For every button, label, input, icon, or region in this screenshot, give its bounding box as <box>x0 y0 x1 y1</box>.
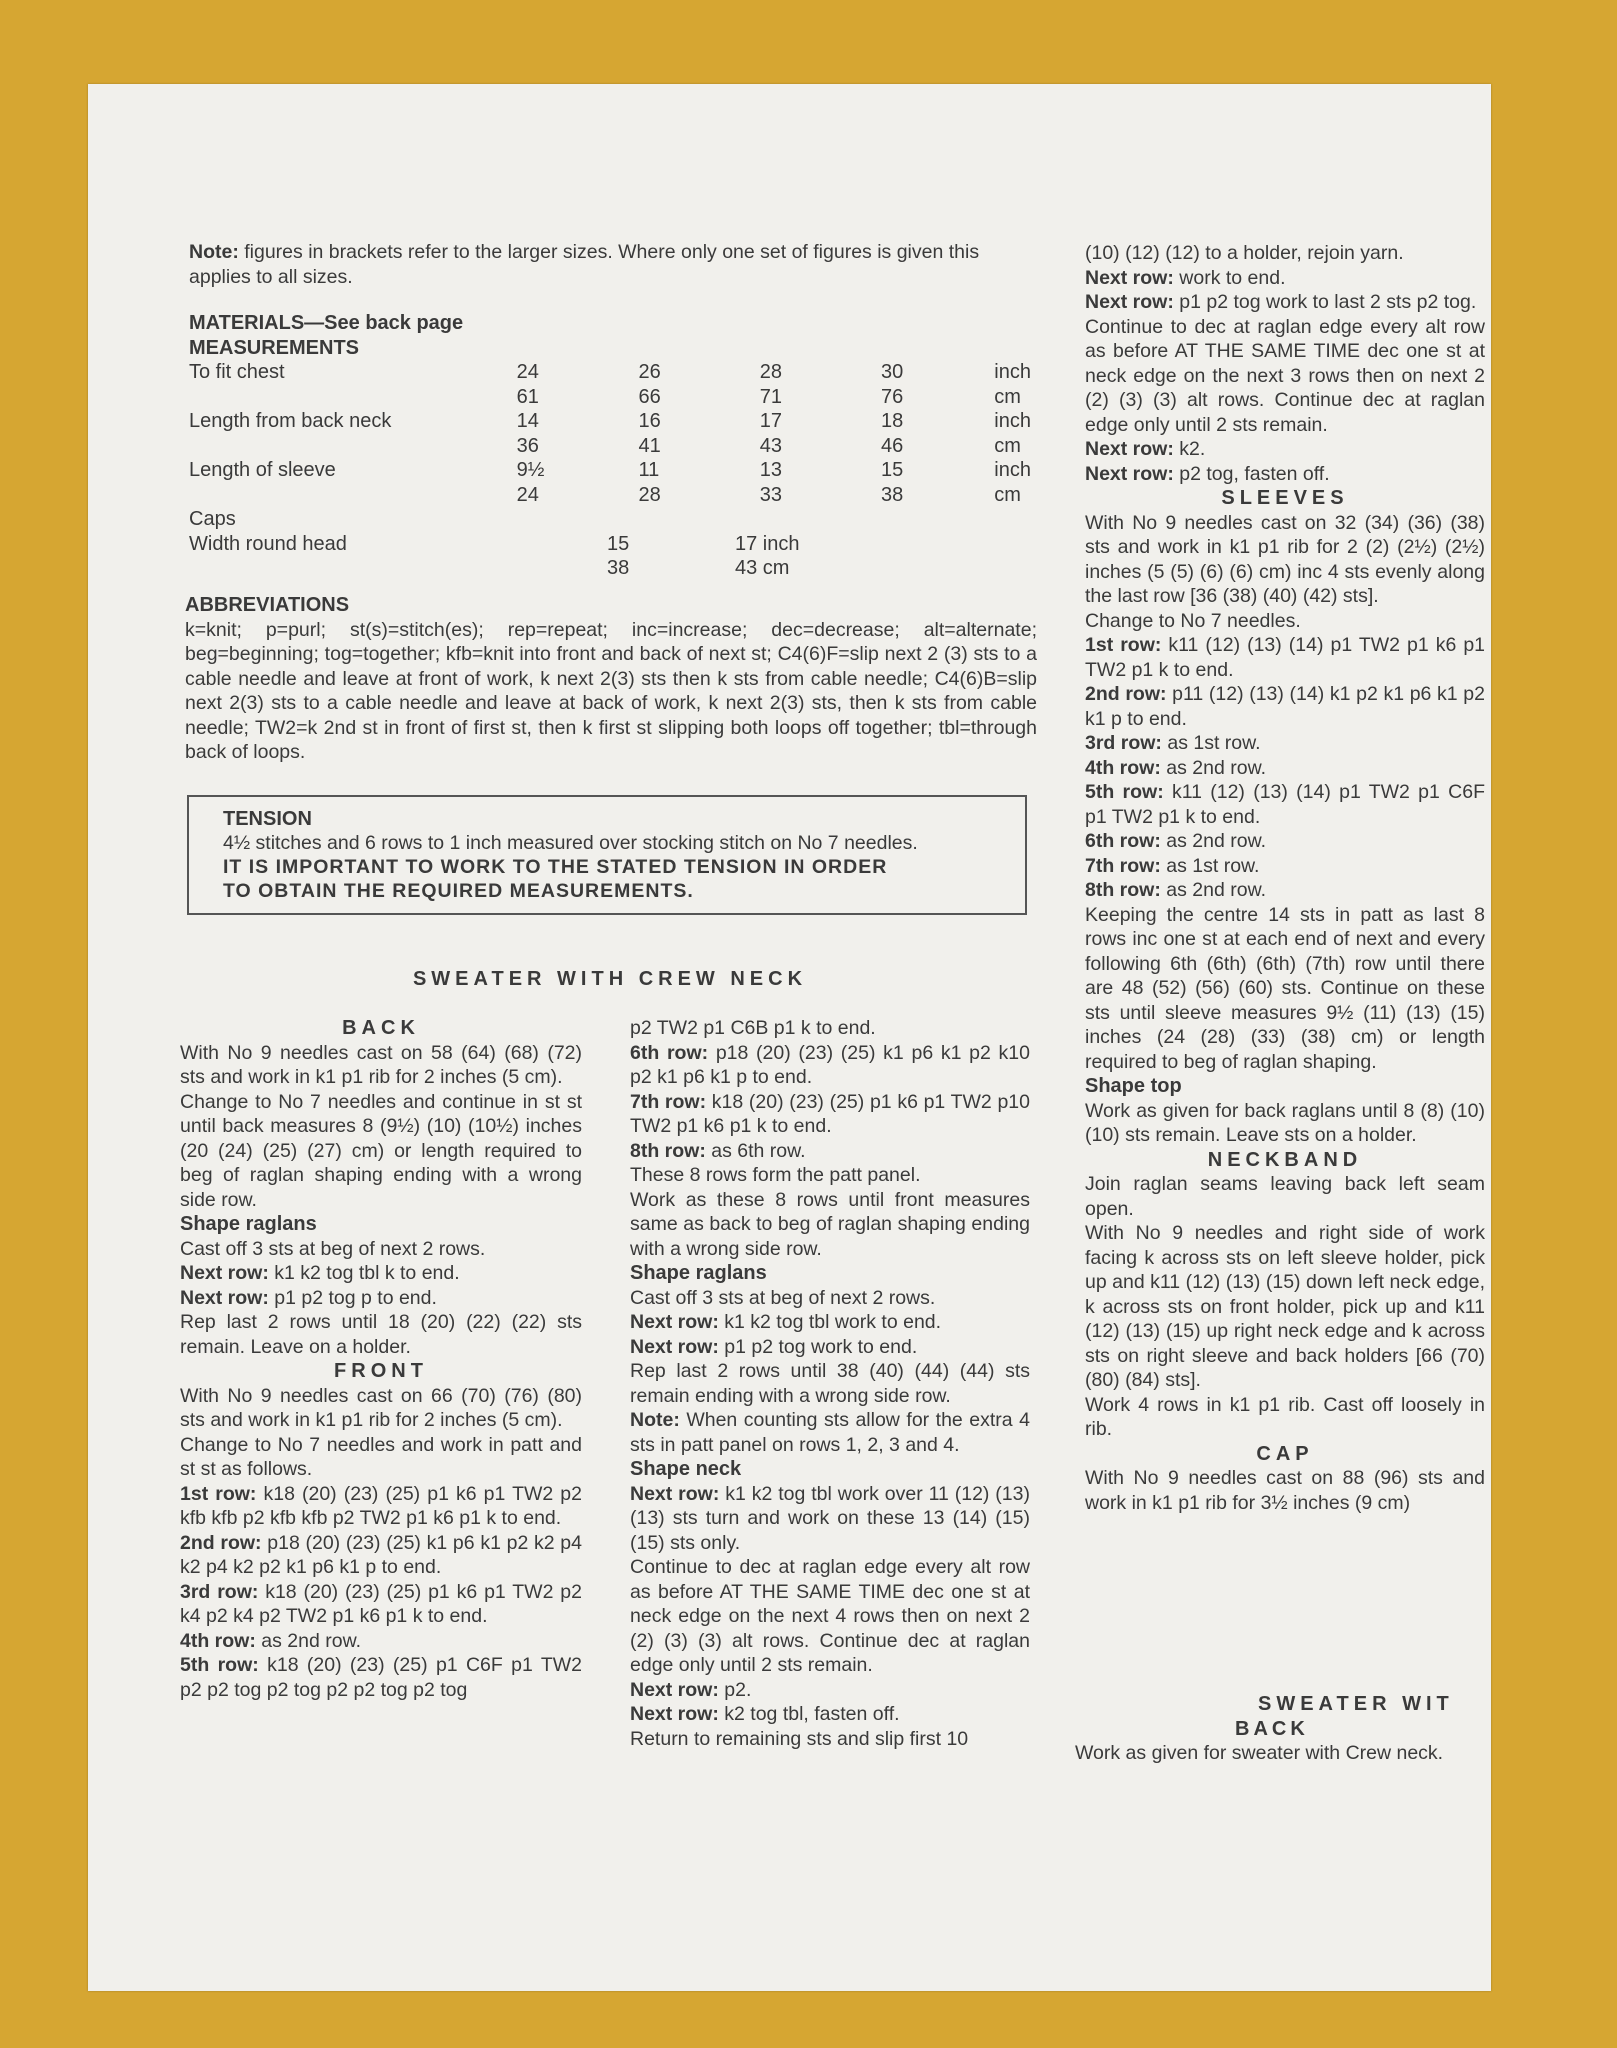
row-instruction: k11 (12) (13) (14) p1 TW2 p1 k6 p1 TW2 p1 k to end. <box>1085 634 1486 681</box>
paragraph: With No 9 needles and right side of work facing k across sts on left sleeve holder, pick up and k11 (12) (13) (15) down left neck edge, k across sts on front holder, pick up and k11 (12) (13) (15) up right neck edge and k across sts on right sleeve and back holders [66 (70) (80) (84) sts]. <box>1085 1222 1485 1391</box>
pattern-row <box>1085 633 1485 682</box>
abbreviations-block <box>185 593 1037 765</box>
measurement-cell: inch <box>994 459 1031 481</box>
paragraph: With No 9 needles cast on 32 (34) (36) (38) sts and work in k1 p1 rib for 2 (2) (2½) (2½) inches (5 (5) (6) (6) cm) inc 4 sts evenly along the last row [36 (38) (40) (42) sts]. <box>1085 511 1485 607</box>
subsection-heading: Shape raglans <box>180 1213 317 1235</box>
row-instruction: k11 (12) (13) (14) p1 TW2 p1 C6F p1 TW2 p1 k to end. <box>1085 781 1485 828</box>
measurement-cell: 14 <box>516 410 539 432</box>
row-instruction: When counting sts allow for the extra 4 sts in patt panel on rows 1, 2, 3 and 4. <box>630 1409 1030 1456</box>
measurement-cell: cm <box>994 483 1021 506</box>
measurement-cell: 61 <box>516 385 539 408</box>
materials-heading: MATERIALS—See back page <box>189 312 464 334</box>
pattern-row <box>1085 878 1485 903</box>
measurement-cell: 11 <box>638 459 660 481</box>
row-label: 7th row: <box>630 1090 707 1113</box>
caps-cell <box>189 556 607 581</box>
caps-cell: 38 <box>607 557 630 579</box>
caps-table <box>189 532 875 581</box>
paragraph: Change to No 7 needles and work in patt and st st as follows. <box>180 1433 582 1480</box>
row-label: Next row: <box>630 1335 719 1358</box>
row-instruction: as 2nd row. <box>1160 879 1266 901</box>
measurement-cell: 24 <box>516 483 539 506</box>
paragraph: p2 TW2 p1 C6B p1 k to end. <box>630 1017 876 1039</box>
section-heading: BACK <box>342 1017 420 1039</box>
row-label: 3rd row: <box>180 1580 259 1603</box>
row-instruction: k1 k2 tog tbl work over 11 (12) (13) (13) sts turn and work on these 13 (14) (15) (15) sts only. <box>630 1482 1030 1554</box>
row-label: Next row: <box>630 1482 720 1505</box>
row-instruction: p18 (20) (23) (25) k1 p6 k1 p2 k10 p2 k1 p6 k1 p to end. <box>630 1041 1030 1088</box>
section-heading: SLEEVES <box>1221 487 1349 509</box>
column-3 <box>1085 241 1485 1515</box>
tension-line-3: TO OBTAIN THE REQUIRED MEASUREMENTS. <box>223 880 694 902</box>
pattern-row <box>630 1335 1030 1360</box>
paragraph: Change to No 7 needles. <box>1085 609 1301 632</box>
sweater-2-title: SWEATER WIT <box>1258 1693 1454 1715</box>
paragraph: Change to No 7 needles and continue in st st until back measures 8 (9½) (10) (10½) inches (20 (24) (25) (27) cm) or length required to beg of raglan shaping ending with a wrong side row. <box>180 1090 582 1211</box>
measurement-row <box>189 385 1069 410</box>
sweater-2-block <box>1075 1692 1480 1766</box>
pattern-row <box>630 1702 1030 1727</box>
measurement-cell: 18 <box>881 410 904 432</box>
row-label: 5th row: <box>1085 781 1164 803</box>
measurement-cell: 30 <box>881 361 904 383</box>
pattern-row <box>630 1139 1030 1164</box>
measurement-cell: 43 <box>759 434 783 457</box>
pattern-row <box>180 1261 582 1286</box>
measurement-cell: 24 <box>516 361 539 383</box>
pattern-row <box>1085 437 1485 462</box>
row-label: 2nd row: <box>180 1531 262 1554</box>
pattern-row <box>180 1580 582 1629</box>
measurement-row <box>189 483 1069 508</box>
column-2 <box>630 1016 1030 1751</box>
note-text: figures in brackets refer to the larger sizes. Where only one set of figures is given this applies to all sizes. <box>189 241 980 288</box>
measurement-row <box>189 434 1069 459</box>
pattern-row <box>1085 682 1485 731</box>
measurement-cell <box>189 483 509 508</box>
row-label: 5th row: <box>180 1654 259 1676</box>
row-instruction: k18 (20) (23) (25) p1 C6F p1 TW2 p2 p2 tog p2 tog p2 p2 tog p2 tog <box>180 1654 582 1701</box>
subsection-heading: Shape top <box>1085 1075 1182 1097</box>
row-label: Next row: <box>1085 266 1174 289</box>
row-label: 1st row: <box>180 1482 257 1505</box>
paragraph: Join raglan seams leaving back left seam open. <box>1085 1173 1485 1220</box>
abbreviations-heading: ABBREVIATIONS <box>185 594 350 616</box>
row-instruction: k1 k2 tog tbl k to end. <box>268 1262 460 1284</box>
measurements-heading: MEASUREMENTS <box>189 336 360 359</box>
pattern-row <box>1085 462 1485 487</box>
measurements-table <box>189 360 1069 507</box>
row-label: 7th row: <box>1085 854 1161 877</box>
row-instruction: p11 (12) (13) (14) k1 p2 k1 p6 k1 p2 k1 p to end. <box>1085 683 1485 730</box>
measurement-row <box>189 360 1069 385</box>
row-label: Next row: <box>630 1311 719 1333</box>
measurement-cell: 15 <box>881 459 904 481</box>
pattern-row <box>180 1286 582 1311</box>
measurement-cell: 33 <box>759 483 783 506</box>
caps-row <box>189 556 875 581</box>
measurement-cell: 9½ <box>516 459 545 481</box>
pattern-row <box>630 1090 1030 1139</box>
measurement-cell: 36 <box>516 434 539 457</box>
sweater-2-back-heading: BACK <box>1235 1717 1309 1740</box>
row-instruction: work to end. <box>1173 266 1286 289</box>
row-instruction: as 1st row. <box>1160 854 1260 877</box>
pattern-row <box>1085 829 1485 854</box>
row-instruction: as 2nd row. <box>1160 756 1266 779</box>
section-heading: FRONT <box>334 1360 428 1382</box>
paragraph: (10) (12) (12) to a holder, rejoin yarn. <box>1085 242 1404 264</box>
caps-label: Caps <box>189 508 236 530</box>
subsection-heading: Shape neck <box>630 1458 742 1480</box>
tension-heading: TENSION <box>223 808 312 830</box>
measurement-cell: 16 <box>638 410 661 432</box>
caps-cell: 15 <box>607 532 630 555</box>
measurement-cell: 46 <box>881 434 904 457</box>
sweater-title-block <box>180 967 1040 992</box>
section-heading: CAP <box>1256 1442 1314 1465</box>
tension-line-1: 4½ stitches and 6 rows to 1 inch measured over stocking stitch on No 7 needles. <box>223 832 918 854</box>
row-label: 1st row: <box>1085 634 1162 656</box>
paragraph: With No 9 needles cast on 66 (70) (76) (80) sts and work in k1 p1 rib for 2 inches (5 cm). <box>180 1384 582 1431</box>
measurement-cell: inch <box>994 410 1031 432</box>
row-instruction: as 2nd row. <box>1160 830 1266 852</box>
measurement-cell: 26 <box>638 361 661 383</box>
paragraph: Rep last 2 rows until 18 (20) (22) (22) sts remain. Leave on a holder. <box>180 1311 582 1358</box>
caps-cell: 17 inch <box>735 532 800 555</box>
paragraph: Continue to dec at raglan edge every alt row as before AT THE SAME TIME dec one st at neck edge on the next 3 rows then on next 2 (2) (3) (3) alt rows. Continue dec at raglan edge only until 2 sts remain. <box>1085 315 1485 436</box>
measurement-cell: 38 <box>881 483 904 506</box>
row-label: Next row: <box>630 1703 719 1725</box>
row-instruction: p1 p2 tog p to end. <box>268 1286 437 1309</box>
paragraph: Work as given for back raglans until 8 (8) (10)(10) sts remain. Leave sts on a holder. <box>1085 1099 1485 1146</box>
subsection-heading: Shape raglans <box>630 1262 767 1284</box>
row-label: Next row: <box>630 1678 719 1701</box>
row-instruction: k1 k2 tog tbl work to end. <box>718 1311 942 1333</box>
measurement-row <box>189 409 1069 434</box>
measurement-cell: inch <box>994 361 1031 383</box>
sweater-2-text: Work as given for sweater with Crew neck. <box>1075 1742 1444 1764</box>
pattern-row <box>1085 756 1485 781</box>
measurement-cell: Length of sleeve <box>189 459 336 481</box>
row-instruction: k2. <box>1173 438 1206 460</box>
row-instruction: as 2nd row. <box>255 1629 361 1652</box>
row-instruction: k2 tog tbl, fasten off. <box>718 1703 900 1725</box>
pattern-row <box>630 1678 1030 1703</box>
row-label: 4th row: <box>180 1629 256 1652</box>
row-instruction: as 1st row. <box>1161 732 1261 754</box>
row-instruction: k18 (20) (23) (25) p1 k6 p1 TW2 p10 TW2 p1 k6 p1 k to end. <box>630 1090 1030 1137</box>
row-label: 3rd row: <box>1085 732 1162 754</box>
paragraph: Work 4 rows in k1 p1 rib. Cast off loosely in rib. <box>1085 1393 1485 1440</box>
row-instruction: p1 p2 tog work to last 2 sts p2 tog. <box>1173 291 1477 313</box>
pattern-row <box>180 1653 582 1702</box>
measurement-cell: cm <box>994 385 1021 408</box>
caps-cell: Width round head <box>189 532 347 555</box>
pattern-row <box>1085 731 1485 756</box>
row-label: 8th row: <box>1085 879 1161 901</box>
pattern-row <box>180 1531 582 1580</box>
note-label: Note: <box>189 241 239 263</box>
paragraph: Work as these 8 rows until front measures same as back to beg of raglan shaping ending with a wrong side row. <box>630 1188 1030 1260</box>
pattern-row <box>630 1310 1030 1335</box>
row-instruction: k18 (20) (23) (25) p1 k6 p1 TW2 p2 k4 p2 k4 p2 TW2 p1 k6 p1 k to end. <box>180 1580 582 1627</box>
sweater-title: SWEATER WITH CREW NECK <box>412 968 808 990</box>
measurement-cell: 41 <box>638 434 661 457</box>
measurement-cell: 28 <box>759 361 783 383</box>
pattern-row <box>1085 266 1485 291</box>
measurement-cell <box>189 434 509 459</box>
pattern-row <box>1085 854 1485 879</box>
row-label: Next row: <box>1085 438 1174 460</box>
materials-block <box>189 311 1069 581</box>
pattern-row <box>630 1482 1030 1556</box>
measurement-cell <box>189 385 509 410</box>
row-instruction: p2 tog, fasten off. <box>1173 462 1330 485</box>
note-block <box>189 240 1044 289</box>
row-instruction: k18 (20) (23) (25) p1 k6 p1 TW2 p2 kfb kfb p2 kfb kfb p2 TW2 p1 k6 p1 k to end. <box>180 1482 582 1529</box>
pattern-row <box>630 1041 1030 1090</box>
row-label: 6th row: <box>630 1041 709 1064</box>
measurement-cell: cm <box>994 434 1021 457</box>
paragraph: Keeping the centre 14 sts in patt as last 8 rows inc one st at each end of next and every following 6th (6th) (6th) (7th) row until there are 48 (52) (56) (60) sts. Continue on these sts until sleeve measures 9½ (11) (13) (15) inches (24 (28) (33) (38) cm) or length required to beg of raglan shaping. <box>1085 903 1485 1073</box>
row-instruction: p1 p2 tog work to end. <box>718 1335 918 1358</box>
row-label: Note: <box>630 1409 680 1431</box>
measurement-cell: 76 <box>881 385 904 408</box>
paragraph: With No 9 needles cast on 88 (96) sts and work in k1 p1 rib for 3½ inches (9 cm) <box>1085 1467 1485 1514</box>
row-label: Next row: <box>1085 462 1174 485</box>
measurement-cell: 28 <box>638 483 661 506</box>
measurement-cell: 13 <box>759 459 783 481</box>
row-label: Next row: <box>180 1262 269 1284</box>
measurement-cell: To fit chest <box>189 361 285 383</box>
pattern-row <box>180 1629 582 1654</box>
row-instruction: p18 (20) (23) (25) k1 p6 k1 p2 k2 p4 k2 p4 k2 p2 k1 p6 k1 p to end. <box>180 1531 583 1578</box>
pattern-row <box>1085 780 1485 829</box>
row-label: Next row: <box>1085 291 1174 313</box>
row-label: 8th row: <box>630 1139 706 1162</box>
paragraph: Cast off 3 sts at beg of next 2 rows. <box>180 1237 486 1260</box>
paragraph: Return to remaining sts and slip first 10 <box>630 1727 969 1750</box>
paragraph: With No 9 needles cast on 58 (64) (68) (72) sts and work in k1 p1 rib for 2 inches (5 cm). <box>180 1041 582 1088</box>
row-label: 2nd row: <box>1085 683 1167 705</box>
tension-box <box>187 795 1027 915</box>
measurement-cell: 17 <box>759 410 783 432</box>
row-instruction: p2. <box>718 1678 752 1701</box>
row-label: 6th row: <box>1085 830 1161 852</box>
pattern-row <box>180 1482 582 1531</box>
section-heading: NECKBAND <box>1207 1148 1363 1171</box>
row-label: Next row: <box>180 1286 269 1309</box>
measurement-cell: 66 <box>638 385 661 408</box>
paragraph: Continue to dec at raglan edge every alt row as before AT THE SAME TIME dec one st at neck edge on the next 4 rows then on next 2 (2) (3) (3) alt rows. Continue dec at raglan edge only until 2 sts remain. <box>630 1556 1030 1676</box>
row-instruction: as 6th row. <box>705 1139 806 1162</box>
paragraph: Cast off 3 sts at beg of next 2 rows. <box>630 1286 936 1309</box>
paragraph: Rep last 2 rows until 38 (40) (44) (44) sts remain ending with a wrong side row. <box>630 1360 1030 1407</box>
measurement-row <box>189 458 1069 483</box>
measurement-cell: 71 <box>759 385 783 408</box>
pattern-row <box>1085 290 1485 315</box>
column-1 <box>180 1016 582 1702</box>
pattern-row <box>630 1408 1030 1457</box>
caps-cell: 43 cm <box>735 557 790 579</box>
measurement-cell: Length from back neck <box>189 410 392 432</box>
paragraph: These 8 rows form the patt panel. <box>630 1164 921 1186</box>
abbreviations-text: k=knit; p=purl; st(s)=stitch(es); rep=repeat; inc=increase; dec=decrease; alt=alternate; beg=beginning; tog=together; kfb=knit into front and back of next st; C4(6)F=slip next 2 (3) sts to a cable needle and leave at front of work, k next 2(3) sts then k sts from cable needle; C4(6)B=slip next 2(3) sts to a cable needle and leave at back of work, k next 2(3) sts, then k sts from cable needle; TW2=k 2nd st in front of first st, then k first st slipping both loops off together; tbl=through back of loops. <box>185 618 1037 763</box>
tension-line-2: IT IS IMPORTANT TO WORK TO THE STATED TENSION IN ORDER <box>223 856 888 878</box>
caps-row <box>189 532 875 557</box>
row-label: 4th row: <box>1085 756 1161 779</box>
